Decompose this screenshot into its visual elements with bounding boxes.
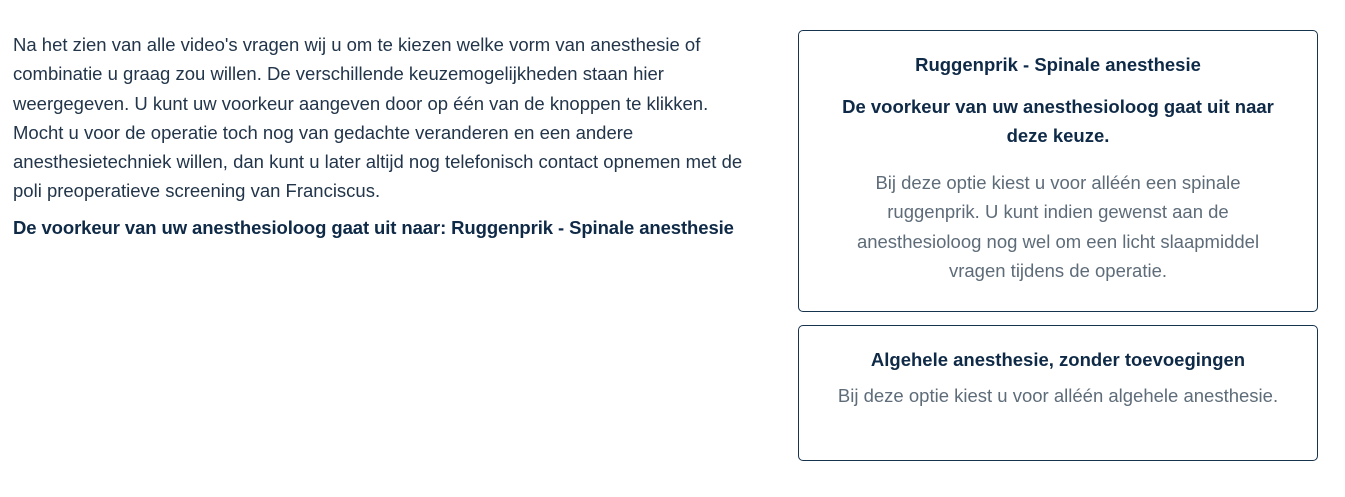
option-card-general-anesthesia[interactable] bbox=[798, 325, 1318, 461]
option-title: Ruggenprik - Spinale anesthesie bbox=[915, 54, 1201, 75]
option-description: Bij deze optie kiest u voor alléén algehele anesthesie. bbox=[837, 385, 1279, 406]
option-description: Bij deze optie kiest u voor alléén een spinale ruggenprik. U kunt indien gewenst aan de anesthesioloog nog wel om een licht slaapmiddel vragen tijdens de operatie. bbox=[856, 172, 1260, 281]
option-card-spinal-anesthesia[interactable] bbox=[798, 30, 1318, 312]
anesthesiologist-preference: De voorkeur van uw anesthesioloog gaat uit naar: Ruggenprik - Spinale anesthesie bbox=[13, 216, 734, 238]
option-title: Algehele anesthesie, zonder toevoegingen bbox=[870, 349, 1246, 370]
intro-section bbox=[13, 30, 748, 242]
intro-paragraph: Na het zien van alle video's vragen wij u om te kiezen welke vorm van anesthesie of combinatie u graag zou willen. De verschillende keuzemogelijkheden staan hier weergegeven. U kunt uw voorkeur aangeven door op één van de knoppen te klikken. Mocht u voor de operatie toch nog van gedachte veranderen en een andere anesthesietechniek willen, dan kunt u later altijd nog telefonisch contact opnemen met de poli preoperatieve screening van Franciscus. bbox=[13, 34, 743, 202]
recommended-note: De voorkeur van uw anesthesioloog gaat uit naar deze keuze. bbox=[842, 96, 1274, 146]
